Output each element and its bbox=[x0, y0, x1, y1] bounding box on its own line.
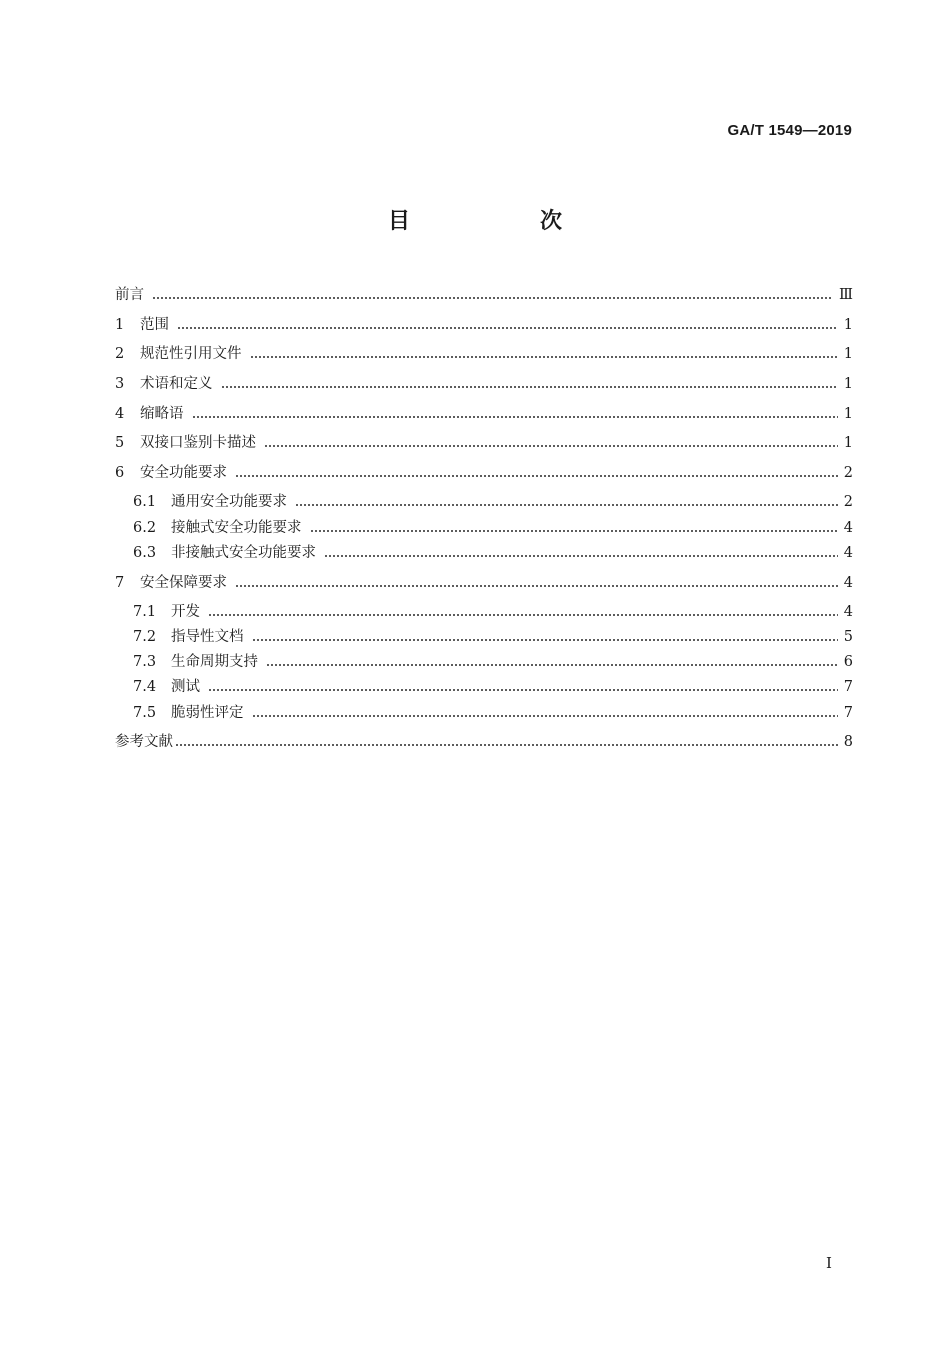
toc-entry-foreword[interactable] bbox=[115, 283, 853, 307]
toc-entry-page: 1 bbox=[843, 376, 853, 392]
toc-entry-label: 缩略语 bbox=[140, 406, 184, 422]
toc-entry-6[interactable] bbox=[115, 461, 853, 485]
toc-entry-page: 1 bbox=[843, 317, 853, 333]
toc-entry-label: 安全保障要求 bbox=[140, 575, 227, 591]
toc-leader-dots bbox=[208, 600, 838, 624]
toc-leader-dots bbox=[177, 313, 838, 337]
toc-entry-number: 6.2 bbox=[133, 520, 157, 536]
toc-entry-page: 2 bbox=[843, 465, 853, 481]
toc-entry-number: 7.5 bbox=[133, 705, 157, 721]
toc-leader-dots bbox=[235, 461, 838, 485]
toc-entry-number: 5 bbox=[115, 435, 125, 451]
toc-entry-label: 测试 bbox=[171, 679, 200, 695]
toc-entry-7-4[interactable] bbox=[133, 675, 853, 699]
toc-entry-page: 1 bbox=[843, 406, 853, 422]
toc-entry-6-3[interactable] bbox=[133, 541, 853, 565]
toc-leader-dots bbox=[175, 730, 838, 754]
toc-entry-label: 安全功能要求 bbox=[140, 465, 227, 481]
toc-entry-page: 4 bbox=[843, 545, 853, 561]
toc-entry-7-2[interactable] bbox=[133, 625, 853, 649]
toc-leader-dots bbox=[264, 431, 838, 455]
toc-entry-number: 6.3 bbox=[133, 545, 157, 561]
toc-entry-page: 7 bbox=[843, 679, 853, 695]
toc-entry-page: 4 bbox=[843, 575, 853, 591]
toc-entry-7[interactable] bbox=[115, 571, 853, 595]
toc-entry-7-3[interactable] bbox=[133, 650, 853, 674]
toc-entry-number: 7 bbox=[115, 575, 125, 591]
toc-entry-5[interactable] bbox=[115, 431, 853, 455]
toc-entry-number: 3 bbox=[115, 376, 125, 392]
toc-entry-references[interactable] bbox=[115, 730, 853, 754]
toc-entry-1[interactable] bbox=[115, 313, 853, 337]
toc-entry-page: 4 bbox=[843, 604, 853, 620]
toc-entry-label: 开发 bbox=[171, 604, 200, 620]
toc-leader-dots bbox=[192, 402, 838, 426]
toc-entry-2[interactable] bbox=[115, 342, 853, 366]
toc-entry-7-5[interactable] bbox=[133, 701, 853, 725]
toc-entry-label: 规范性引用文件 bbox=[140, 346, 242, 362]
toc-entry-page: 4 bbox=[843, 520, 853, 536]
toc-leader-dots bbox=[266, 650, 838, 674]
toc-entry-label: 接触式安全功能要求 bbox=[171, 520, 302, 536]
toc-leader-dots bbox=[208, 675, 838, 699]
toc-entry-label: 双接口鉴别卡描述 bbox=[140, 435, 256, 451]
document-code: GA/T 1549—2019 bbox=[727, 122, 852, 139]
toc-entry-page: 1 bbox=[843, 435, 853, 451]
toc-leader-dots bbox=[252, 701, 838, 725]
toc-entry-number: 7.1 bbox=[133, 604, 157, 620]
toc-entry-number: 4 bbox=[115, 406, 125, 422]
toc-entry-label: 术语和定义 bbox=[140, 376, 213, 392]
toc-entry-page: 2 bbox=[843, 494, 853, 510]
toc-leader-dots bbox=[310, 516, 838, 540]
page-number: I bbox=[826, 1254, 832, 1272]
toc-leader-dots bbox=[152, 283, 833, 307]
toc-leader-dots bbox=[235, 571, 838, 595]
toc-entry-number: 6.1 bbox=[133, 494, 157, 510]
toc-entry-3[interactable] bbox=[115, 372, 853, 396]
toc-entry-page: 7 bbox=[843, 705, 853, 721]
toc-entry-number: 1 bbox=[115, 317, 125, 333]
toc-entry-label: 指导性文档 bbox=[171, 629, 244, 645]
toc-entry-number: 7.2 bbox=[133, 629, 157, 645]
toc-entry-page: 5 bbox=[843, 629, 853, 645]
toc-leader-dots bbox=[221, 372, 838, 396]
toc-entry-4[interactable] bbox=[115, 402, 853, 426]
toc-entry-number: 7.4 bbox=[133, 679, 157, 695]
toc-entry-number: 2 bbox=[115, 346, 125, 362]
toc-entry-label: 通用安全功能要求 bbox=[171, 494, 287, 510]
toc-entry-label: 参考文献 bbox=[115, 734, 173, 750]
toc-entry-page: 1 bbox=[843, 346, 853, 362]
toc-entry-page: 8 bbox=[843, 734, 853, 750]
toc-leader-dots bbox=[324, 541, 838, 565]
toc-entry-7-1[interactable] bbox=[133, 600, 853, 624]
toc-leader-dots bbox=[252, 625, 838, 649]
toc-entry-label: 前言 bbox=[115, 287, 144, 303]
toc-entry-number: 6 bbox=[115, 465, 125, 481]
toc-entry-label: 非接触式安全功能要求 bbox=[171, 545, 316, 561]
page-title: 目 次 bbox=[387, 209, 616, 234]
toc-entry-label: 范围 bbox=[140, 317, 169, 333]
toc-leader-dots bbox=[250, 342, 838, 366]
toc-entry-number: 7.3 bbox=[133, 654, 157, 670]
toc-entry-label: 脆弱性评定 bbox=[171, 705, 244, 721]
toc-entry-6-2[interactable] bbox=[133, 516, 853, 540]
toc-leader-dots bbox=[295, 490, 838, 514]
toc-entry-page: Ⅲ bbox=[839, 287, 853, 303]
toc-entry-6-1[interactable] bbox=[133, 490, 853, 514]
toc-entry-label: 生命周期支持 bbox=[171, 654, 258, 670]
toc-entry-page: 6 bbox=[843, 654, 853, 670]
